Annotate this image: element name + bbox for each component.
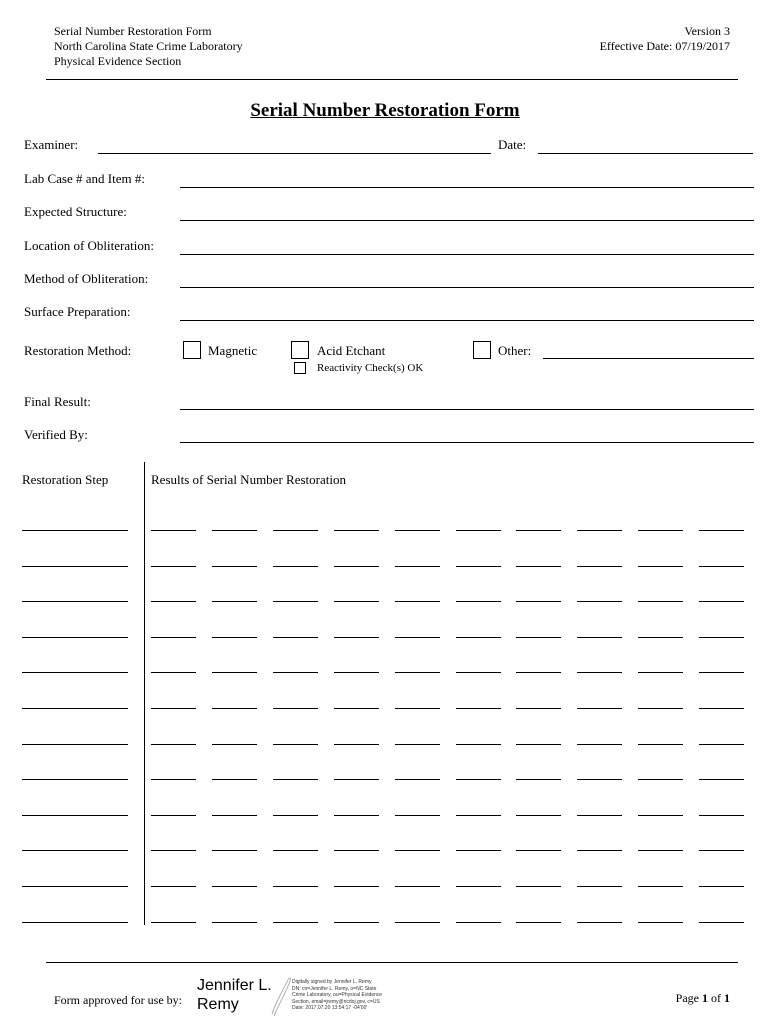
result-blank[interactable] (638, 672, 683, 673)
signature-detail-line: DN: cn=Jennifer L. Remy, o=NC State (292, 985, 377, 992)
reactivity-check-label: Reactivity Check(s) OK (317, 362, 424, 374)
page-of-label: of (711, 991, 721, 1005)
restoration-method-label: Restoration Method: (24, 343, 132, 358)
result-blank[interactable] (577, 922, 622, 923)
result-blank[interactable] (699, 850, 744, 851)
result-blank[interactable] (516, 922, 561, 923)
result-blank[interactable] (334, 815, 379, 816)
result-blank[interactable] (212, 850, 257, 851)
restoration-step-blank[interactable] (22, 779, 128, 780)
approved-by-label: Form approved for use by: (54, 993, 182, 1007)
signature-detail-line: Date: 2017.07.20 13:54:17 -04'00' (292, 1005, 368, 1011)
date-label: Date: (498, 137, 527, 152)
result-blank[interactable] (516, 815, 561, 816)
result-blank[interactable] (456, 708, 501, 709)
signer-name-first: Jennifer L. (197, 977, 272, 994)
magnetic-option-label: Magnetic (208, 343, 258, 358)
result-blank[interactable] (577, 886, 622, 887)
examiner-label: Examiner: (24, 137, 79, 152)
result-blank[interactable] (395, 708, 440, 709)
result-blank[interactable] (395, 744, 440, 745)
page-current: 1 (702, 991, 708, 1005)
restoration-step-blank[interactable] (22, 708, 128, 709)
surface-preparation-field[interactable] (180, 320, 754, 321)
page-total: 1 (724, 991, 730, 1005)
magnetic-checkbox[interactable] (183, 341, 201, 359)
result-blank[interactable] (151, 779, 196, 780)
other-checkbox[interactable] (473, 341, 491, 359)
method-of-obliteration-field[interactable] (180, 287, 754, 288)
result-blank[interactable] (699, 922, 744, 923)
page-number (676, 991, 730, 1006)
date-field[interactable] (538, 153, 753, 154)
form-title: Serial Number Restoration Form (250, 100, 520, 121)
result-blank[interactable] (577, 672, 622, 673)
result-blank[interactable] (212, 601, 257, 602)
restoration-step-blank[interactable] (22, 566, 128, 567)
result-blank[interactable] (516, 850, 561, 851)
result-blank[interactable] (395, 672, 440, 673)
result-blank[interactable] (273, 637, 318, 638)
document-header-left (54, 24, 243, 69)
result-blank[interactable] (212, 637, 257, 638)
table-column-divider (144, 462, 145, 925)
other-option-label: Other: (498, 343, 532, 358)
restoration-step-blank[interactable] (22, 850, 128, 851)
result-blank[interactable] (699, 779, 744, 780)
result-blank[interactable] (395, 815, 440, 816)
result-blank[interactable] (456, 744, 501, 745)
result-blank[interactable] (516, 744, 561, 745)
result-blank[interactable] (395, 530, 440, 531)
result-blank[interactable] (212, 672, 257, 673)
result-blank[interactable] (273, 708, 318, 709)
header-form-name: Serial Number Restoration Form (54, 24, 212, 38)
document-header-right (600, 24, 730, 54)
restoration-step-header: Restoration Step (22, 472, 109, 487)
result-blank[interactable] (212, 922, 257, 923)
result-blank[interactable] (151, 815, 196, 816)
result-blank[interactable] (151, 850, 196, 851)
result-blank[interactable] (516, 779, 561, 780)
restoration-step-blank[interactable] (22, 601, 128, 602)
result-blank[interactable] (395, 601, 440, 602)
result-blank[interactable] (638, 566, 683, 567)
restoration-step-blank[interactable] (22, 744, 128, 745)
result-blank[interactable] (516, 530, 561, 531)
result-blank[interactable] (456, 672, 501, 673)
signer-name-last: Remy (197, 996, 239, 1013)
result-blank[interactable] (395, 637, 440, 638)
result-blank[interactable] (638, 637, 683, 638)
result-blank[interactable] (395, 566, 440, 567)
result-blank[interactable] (334, 708, 379, 709)
result-blank[interactable] (212, 815, 257, 816)
result-blank[interactable] (516, 708, 561, 709)
result-blank[interactable] (273, 779, 318, 780)
acid-etchant-option-label: Acid Etchant (317, 343, 386, 358)
restoration-step-blank[interactable] (22, 637, 128, 638)
result-blank[interactable] (334, 672, 379, 673)
result-blank[interactable] (395, 779, 440, 780)
verified-by-label: Verified By: (24, 427, 88, 442)
result-blank[interactable] (212, 744, 257, 745)
result-blank[interactable] (273, 530, 318, 531)
result-blank[interactable] (699, 815, 744, 816)
result-blank[interactable] (334, 850, 379, 851)
result-blank[interactable] (273, 566, 318, 567)
header-divider (46, 79, 738, 80)
result-blank[interactable] (151, 637, 196, 638)
result-blank[interactable] (516, 886, 561, 887)
result-blank[interactable] (334, 566, 379, 567)
restoration-step-blank[interactable] (22, 672, 128, 673)
result-blank[interactable] (273, 601, 318, 602)
result-blank[interactable] (638, 530, 683, 531)
other-field[interactable] (543, 358, 754, 359)
result-blank[interactable] (638, 850, 683, 851)
restoration-step-blank[interactable] (22, 886, 128, 887)
location-of-obliteration-label: Location of Obliteration: (24, 238, 154, 253)
acid-etchant-checkbox[interactable] (291, 341, 309, 359)
header-version: Version 3 (684, 24, 730, 38)
page-label: Page (675, 991, 699, 1005)
result-blank[interactable] (334, 601, 379, 602)
result-blank[interactable] (456, 850, 501, 851)
result-blank[interactable] (699, 744, 744, 745)
lab-case-field[interactable] (180, 187, 754, 188)
restoration-step-blank[interactable] (22, 815, 128, 816)
result-blank[interactable] (151, 530, 196, 531)
result-blank[interactable] (334, 779, 379, 780)
result-blank[interactable] (699, 637, 744, 638)
result-blank[interactable] (456, 637, 501, 638)
result-blank[interactable] (334, 922, 379, 923)
digital-signature-details (292, 979, 392, 1012)
result-blank[interactable] (334, 637, 379, 638)
method-of-obliteration-label: Method of Obliteration: (24, 271, 149, 286)
result-blank[interactable] (577, 708, 622, 709)
location-of-obliteration-field[interactable] (180, 254, 754, 255)
result-blank[interactable] (212, 708, 257, 709)
result-blank[interactable] (516, 566, 561, 567)
result-blank[interactable] (395, 886, 440, 887)
result-blank[interactable] (577, 637, 622, 638)
signature-detail-line: Digitally signed by Jennifer L. Remy (292, 979, 372, 985)
lab-case-label: Lab Case # and Item #: (24, 171, 145, 186)
result-blank[interactable] (395, 850, 440, 851)
result-blank[interactable] (516, 601, 561, 602)
result-blank[interactable] (456, 566, 501, 567)
result-blank[interactable] (456, 601, 501, 602)
result-blank[interactable] (699, 566, 744, 567)
result-blank[interactable] (273, 922, 318, 923)
result-blank[interactable] (151, 922, 196, 923)
result-blank[interactable] (577, 779, 622, 780)
header-section-name: Physical Evidence Section (54, 54, 182, 68)
result-blank[interactable] (577, 601, 622, 602)
result-blank[interactable] (516, 637, 561, 638)
result-blank[interactable] (638, 744, 683, 745)
result-blank[interactable] (699, 672, 744, 673)
result-blank[interactable] (638, 708, 683, 709)
verified-by-field[interactable] (180, 442, 754, 443)
result-blank[interactable] (577, 566, 622, 567)
final-result-field[interactable] (180, 409, 754, 410)
result-blank[interactable] (577, 850, 622, 851)
result-blank[interactable] (273, 672, 318, 673)
result-blank[interactable] (456, 922, 501, 923)
result-blank[interactable] (456, 815, 501, 816)
result-blank[interactable] (151, 566, 196, 567)
result-blank[interactable] (334, 530, 379, 531)
restoration-step-blank[interactable] (22, 922, 128, 923)
result-blank[interactable] (273, 815, 318, 816)
examiner-field[interactable] (98, 153, 491, 154)
result-blank[interactable] (638, 815, 683, 816)
header-lab-name: North Carolina State Crime Laboratory (54, 39, 243, 53)
result-blank[interactable] (151, 672, 196, 673)
result-blank[interactable] (699, 530, 744, 531)
result-blank[interactable] (334, 886, 379, 887)
result-blank[interactable] (638, 922, 683, 923)
result-blank[interactable] (212, 566, 257, 567)
result-blank[interactable] (273, 744, 318, 745)
result-blank[interactable] (638, 886, 683, 887)
result-blank[interactable] (151, 708, 196, 709)
result-blank[interactable] (456, 779, 501, 780)
result-blank[interactable] (699, 708, 744, 709)
restoration-step-blank[interactable] (22, 530, 128, 531)
result-blank[interactable] (577, 815, 622, 816)
signature-mark (268, 972, 294, 1018)
footer-divider (46, 962, 738, 963)
result-blank[interactable] (151, 886, 196, 887)
expected-structure-label: Expected Structure: (24, 204, 127, 219)
surface-preparation-label: Surface Preparation: (24, 304, 131, 319)
signature-detail-line: Crime Laboratory, ou=Physical Evidence (292, 992, 383, 998)
header-effective-date: Effective Date: 07/19/2017 (599, 39, 730, 53)
result-blank[interactable] (577, 744, 622, 745)
result-blank[interactable] (212, 886, 257, 887)
expected-structure-field[interactable] (180, 220, 754, 221)
result-blank[interactable] (151, 744, 196, 745)
result-blank[interactable] (577, 530, 622, 531)
result-blank[interactable] (456, 886, 501, 887)
result-blank[interactable] (212, 530, 257, 531)
result-blank[interactable] (638, 779, 683, 780)
final-result-label: Final Result: (24, 394, 91, 409)
result-blank[interactable] (699, 886, 744, 887)
result-blank[interactable] (212, 779, 257, 780)
signature-detail-line: Section, email=jremy@ncdoj.gov, c=US (292, 998, 380, 1005)
result-blank[interactable] (456, 530, 501, 531)
result-blank[interactable] (638, 601, 683, 602)
result-blank[interactable] (273, 886, 318, 887)
result-blank[interactable] (273, 850, 318, 851)
result-blank[interactable] (151, 601, 196, 602)
restoration-results-header: Results of Serial Number Restoration (151, 472, 346, 487)
reactivity-check-checkbox[interactable] (294, 362, 306, 374)
result-blank[interactable] (516, 672, 561, 673)
result-blank[interactable] (334, 744, 379, 745)
result-blank[interactable] (699, 601, 744, 602)
result-blank[interactable] (395, 922, 440, 923)
